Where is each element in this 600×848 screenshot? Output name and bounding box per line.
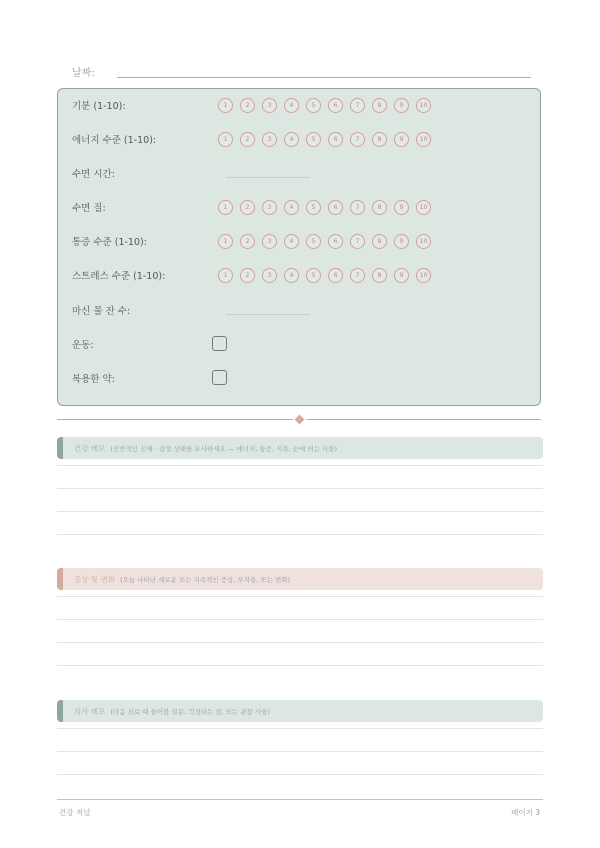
rating-circle[interactable]: 1 bbox=[218, 98, 233, 113]
rating-circle[interactable]: 10 bbox=[416, 200, 431, 215]
medication-label: 복용한 약: bbox=[72, 374, 115, 385]
rating-circle[interactable]: 6 bbox=[328, 132, 343, 147]
symptoms-accent-bar bbox=[57, 568, 63, 590]
rating-circle[interactable]: 2 bbox=[240, 132, 255, 147]
writing-line[interactable] bbox=[57, 751, 543, 752]
rating-circle[interactable]: 6 bbox=[328, 200, 343, 215]
rating-circle[interactable]: 8 bbox=[372, 132, 387, 147]
rating-circle[interactable]: 10 bbox=[416, 98, 431, 113]
exercise-label: 운동: bbox=[72, 340, 94, 351]
daily-tracker-panel bbox=[57, 88, 541, 406]
sleep-time-input-line[interactable] bbox=[226, 177, 310, 178]
medication-checkbox[interactable] bbox=[212, 370, 227, 385]
mood-label: 기분 (1-10): bbox=[72, 101, 126, 112]
rating-circle[interactable]: 5 bbox=[306, 132, 321, 147]
rating-circle[interactable]: 2 bbox=[240, 268, 255, 283]
doctor-notes-title: 의사 메모 bbox=[74, 706, 106, 716]
rating-circle[interactable]: 5 bbox=[306, 234, 321, 249]
rating-circle[interactable]: 8 bbox=[372, 268, 387, 283]
rating-circle[interactable]: 3 bbox=[262, 200, 277, 215]
rating-circle[interactable]: 9 bbox=[394, 200, 409, 215]
writing-line[interactable] bbox=[57, 774, 543, 775]
health-notes-accent-bar bbox=[57, 437, 63, 459]
sleep-quality-scale bbox=[218, 200, 431, 215]
rating-circle[interactable]: 6 bbox=[328, 234, 343, 249]
rating-circle[interactable]: 5 bbox=[306, 200, 321, 215]
rating-circle[interactable]: 7 bbox=[350, 98, 365, 113]
doctor-notes-hint: (다음 진료 때 물어볼 질문, 걱정되는 점, 또는 관찰 사항) bbox=[110, 707, 271, 716]
writing-line[interactable] bbox=[57, 665, 543, 666]
rating-circle[interactable]: 4 bbox=[284, 234, 299, 249]
rating-circle[interactable]: 7 bbox=[350, 234, 365, 249]
rating-circle[interactable]: 4 bbox=[284, 98, 299, 113]
divider-left bbox=[57, 419, 293, 420]
rating-circle[interactable]: 7 bbox=[350, 200, 365, 215]
rating-circle[interactable]: 8 bbox=[372, 234, 387, 249]
rating-circle[interactable]: 1 bbox=[218, 234, 233, 249]
sleep-time-label: 수면 시간: bbox=[72, 169, 115, 180]
rating-circle[interactable]: 9 bbox=[394, 234, 409, 249]
divider-right bbox=[307, 419, 541, 420]
symptoms-hint: (오늘 나타난 새로운 또는 지속적인 증상, 부작용, 또는 변화) bbox=[120, 575, 291, 584]
symptoms-title: 증상 및 변화 bbox=[74, 574, 115, 584]
divider-diamond bbox=[295, 415, 305, 425]
writing-line[interactable] bbox=[57, 728, 543, 729]
rating-circle[interactable]: 9 bbox=[394, 132, 409, 147]
date-input-line[interactable] bbox=[117, 77, 531, 78]
rating-circle[interactable]: 4 bbox=[284, 132, 299, 147]
doctor-notes-header bbox=[57, 700, 543, 722]
rating-circle[interactable]: 6 bbox=[328, 98, 343, 113]
exercise-checkbox[interactable] bbox=[212, 336, 227, 351]
water-label: 마신 물 잔 수: bbox=[72, 306, 131, 317]
rating-circle[interactable]: 8 bbox=[372, 200, 387, 215]
rating-circle[interactable]: 1 bbox=[218, 200, 233, 215]
rating-circle[interactable]: 8 bbox=[372, 98, 387, 113]
health-notes-header bbox=[57, 437, 543, 459]
rating-circle[interactable]: 9 bbox=[394, 98, 409, 113]
footer-divider bbox=[57, 799, 543, 800]
stress-label: 스트레스 수준 (1-10): bbox=[72, 271, 166, 282]
rating-circle[interactable]: 2 bbox=[240, 234, 255, 249]
writing-line[interactable] bbox=[57, 619, 543, 620]
rating-circle[interactable]: 9 bbox=[394, 268, 409, 283]
mood-scale bbox=[218, 98, 431, 113]
pain-label: 통증 수준 (1-10): bbox=[72, 237, 147, 248]
rating-circle[interactable]: 10 bbox=[416, 132, 431, 147]
writing-line[interactable] bbox=[57, 488, 543, 489]
health-notes-title: 건강 메모 bbox=[74, 443, 106, 453]
writing-line[interactable] bbox=[57, 642, 543, 643]
rating-circle[interactable]: 4 bbox=[284, 200, 299, 215]
rating-circle[interactable]: 3 bbox=[262, 132, 277, 147]
rating-circle[interactable]: 5 bbox=[306, 98, 321, 113]
writing-line[interactable] bbox=[57, 465, 543, 466]
rating-circle[interactable]: 3 bbox=[262, 98, 277, 113]
stress-scale bbox=[218, 268, 431, 283]
rating-circle[interactable]: 5 bbox=[306, 268, 321, 283]
rating-circle[interactable]: 2 bbox=[240, 98, 255, 113]
writing-line[interactable] bbox=[57, 534, 543, 535]
footer-page-number: 페이지 3 bbox=[511, 808, 540, 817]
rating-circle[interactable]: 10 bbox=[416, 268, 431, 283]
rating-circle[interactable]: 7 bbox=[350, 268, 365, 283]
writing-line[interactable] bbox=[57, 596, 543, 597]
date-label: 날짜: bbox=[72, 68, 95, 79]
energy-label: 에너지 수준 (1-10): bbox=[72, 135, 157, 146]
water-input-line[interactable] bbox=[226, 314, 310, 315]
rating-circle[interactable]: 1 bbox=[218, 132, 233, 147]
symptoms-header bbox=[57, 568, 543, 590]
sleep-quality-label: 수면 질: bbox=[72, 203, 106, 214]
rating-circle[interactable]: 10 bbox=[416, 234, 431, 249]
rating-circle[interactable]: 7 bbox=[350, 132, 365, 147]
doctor-notes-accent-bar bbox=[57, 700, 63, 722]
pain-scale bbox=[218, 234, 431, 249]
health-notes-hint: (전반적인 신체 · 감정 상태를 묘사하세요 — 에너지, 통증, 식욕, 눈에 띄는 사항) bbox=[110, 444, 338, 453]
footer-journal-title: 건강 저널 bbox=[59, 808, 91, 817]
rating-circle[interactable]: 2 bbox=[240, 200, 255, 215]
rating-circle[interactable]: 3 bbox=[262, 234, 277, 249]
rating-circle[interactable]: 4 bbox=[284, 268, 299, 283]
writing-line[interactable] bbox=[57, 511, 543, 512]
rating-circle[interactable]: 3 bbox=[262, 268, 277, 283]
energy-scale bbox=[218, 132, 431, 147]
rating-circle[interactable]: 6 bbox=[328, 268, 343, 283]
rating-circle[interactable]: 1 bbox=[218, 268, 233, 283]
